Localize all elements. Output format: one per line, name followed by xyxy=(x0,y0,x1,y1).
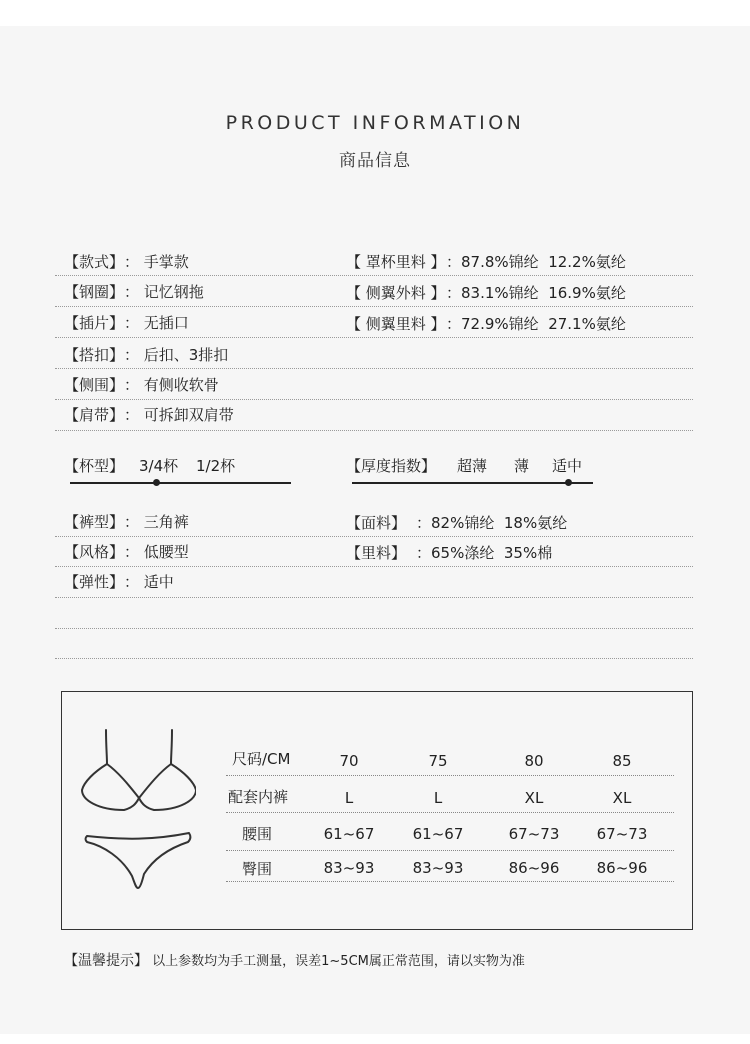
table-cell: 83~93 xyxy=(412,859,464,877)
panty-label-elastic: 【弹性】 xyxy=(64,573,125,591)
panty-value-style: ： 低腰型 xyxy=(124,543,189,561)
warm-tip xyxy=(64,950,525,970)
table-row-divider xyxy=(226,881,674,882)
thickness-scale-line xyxy=(352,482,593,484)
spec-label-strap: 【肩带】 xyxy=(64,406,125,424)
table-row-divider xyxy=(226,850,674,851)
table-cell: 75 xyxy=(428,752,448,770)
table-row-divider xyxy=(226,775,674,776)
cup-label: 【杯型】 xyxy=(64,457,125,475)
cup-scale-marker xyxy=(153,479,160,486)
row-divider xyxy=(55,430,693,431)
spec-value-wing-outer: ：83.1%锦纶 16.9%氨纶 xyxy=(446,284,626,302)
table-cell: 80 xyxy=(524,752,544,770)
spec-value-wire: ： 记忆钢拖 xyxy=(124,283,204,301)
row-divider xyxy=(55,628,693,629)
title-chinese: 商品信息 xyxy=(339,151,411,171)
spec-value-strap: ： 可拆卸双肩带 xyxy=(124,406,234,424)
table-cell: XL xyxy=(612,789,632,807)
table-header-hip: 臀围 xyxy=(242,860,273,878)
cup-option-12: 1/2杯 xyxy=(196,457,236,475)
table-header-panty: 配套内裤 xyxy=(228,788,289,806)
panty-value-type: ： 三角裤 xyxy=(124,513,189,531)
thickness-option-ultrathin: 超薄 xyxy=(457,457,488,475)
table-cell: XL xyxy=(524,789,544,807)
table-cell: 67~73 xyxy=(508,825,560,843)
row-divider xyxy=(55,536,693,537)
table-header-size: 尺码/CM xyxy=(232,750,291,768)
panty-label-lining: 【里料】 xyxy=(346,544,407,562)
row-divider xyxy=(55,368,693,369)
row-divider xyxy=(55,306,693,307)
row-divider xyxy=(55,566,693,567)
spec-value-style: ： 手掌款 xyxy=(124,253,189,271)
spec-label-wing-lining: 【 侧翼里料 】 xyxy=(346,315,446,333)
table-cell: 61~67 xyxy=(412,825,464,843)
row-divider xyxy=(55,399,693,400)
spec-label-clasp: 【搭扣】 xyxy=(64,346,125,364)
size-table-box xyxy=(61,691,693,930)
panty-label-fabric: 【面料】 xyxy=(346,514,407,532)
panty-label-type: 【裤型】 xyxy=(64,513,125,531)
row-divider xyxy=(55,597,693,598)
table-header-waist: 腰围 xyxy=(242,825,273,843)
spec-value-side: ： 有侧收软骨 xyxy=(124,376,219,394)
table-row-divider xyxy=(226,812,674,813)
spec-label-style: 【款式】 xyxy=(64,253,125,271)
panty-value-elastic: ： 适中 xyxy=(124,573,174,591)
table-cell: 85 xyxy=(612,752,632,770)
table-cell: L xyxy=(344,789,354,807)
tip-label: 【温馨提示】 xyxy=(64,953,148,969)
thickness-option-thin: 薄 xyxy=(514,457,530,475)
thickness-label: 【厚度指数】 xyxy=(346,457,437,475)
table-cell: 70 xyxy=(339,752,359,770)
table-cell: 86~96 xyxy=(596,859,648,877)
row-divider xyxy=(55,337,693,338)
panty-label-style: 【风格】 xyxy=(64,543,125,561)
spec-label-side: 【侧围】 xyxy=(64,376,125,394)
row-divider xyxy=(55,658,693,659)
table-cell: 86~96 xyxy=(508,859,560,877)
thickness-option-medium: 适中 xyxy=(552,457,583,475)
spec-value-cup-lining: ：87.8%锦纶 12.2%氨纶 xyxy=(446,253,626,271)
cup-option-34: 3/4杯 xyxy=(139,457,179,475)
panty-outline-icon xyxy=(84,830,194,892)
panty-value-fabric: ：82%锦纶 18%氨纶 xyxy=(416,514,568,532)
cup-scale-line xyxy=(70,482,291,484)
table-cell: L xyxy=(433,789,443,807)
spec-value-wing-lining: ：72.9%锦纶 27.1%氨纶 xyxy=(446,315,626,333)
title-english: PRODUCT INFORMATION xyxy=(225,112,525,134)
spec-label-wing-outer: 【 侧翼外料 】 xyxy=(346,284,446,302)
bra-outline-icon xyxy=(76,726,196,816)
panty-value-lining: ：65%涤纶 35%棉 xyxy=(416,544,553,562)
table-cell: 61~67 xyxy=(323,825,375,843)
tip-text: 以上参数均为手工测量，误差1~5CM属正常范围，请以实物为准 xyxy=(148,954,525,969)
spec-value-clasp: ： 后扣、3排扣 xyxy=(124,346,229,364)
table-cell: 67~73 xyxy=(596,825,648,843)
spec-label-pad: 【插片】 xyxy=(64,314,125,332)
table-cell: 83~93 xyxy=(323,859,375,877)
spec-label-wire: 【钢圈】 xyxy=(64,283,125,301)
row-divider xyxy=(55,275,693,276)
spec-value-pad: ： 无插口 xyxy=(124,314,189,332)
spec-label-cup-lining: 【 罩杯里料 】 xyxy=(346,253,446,271)
